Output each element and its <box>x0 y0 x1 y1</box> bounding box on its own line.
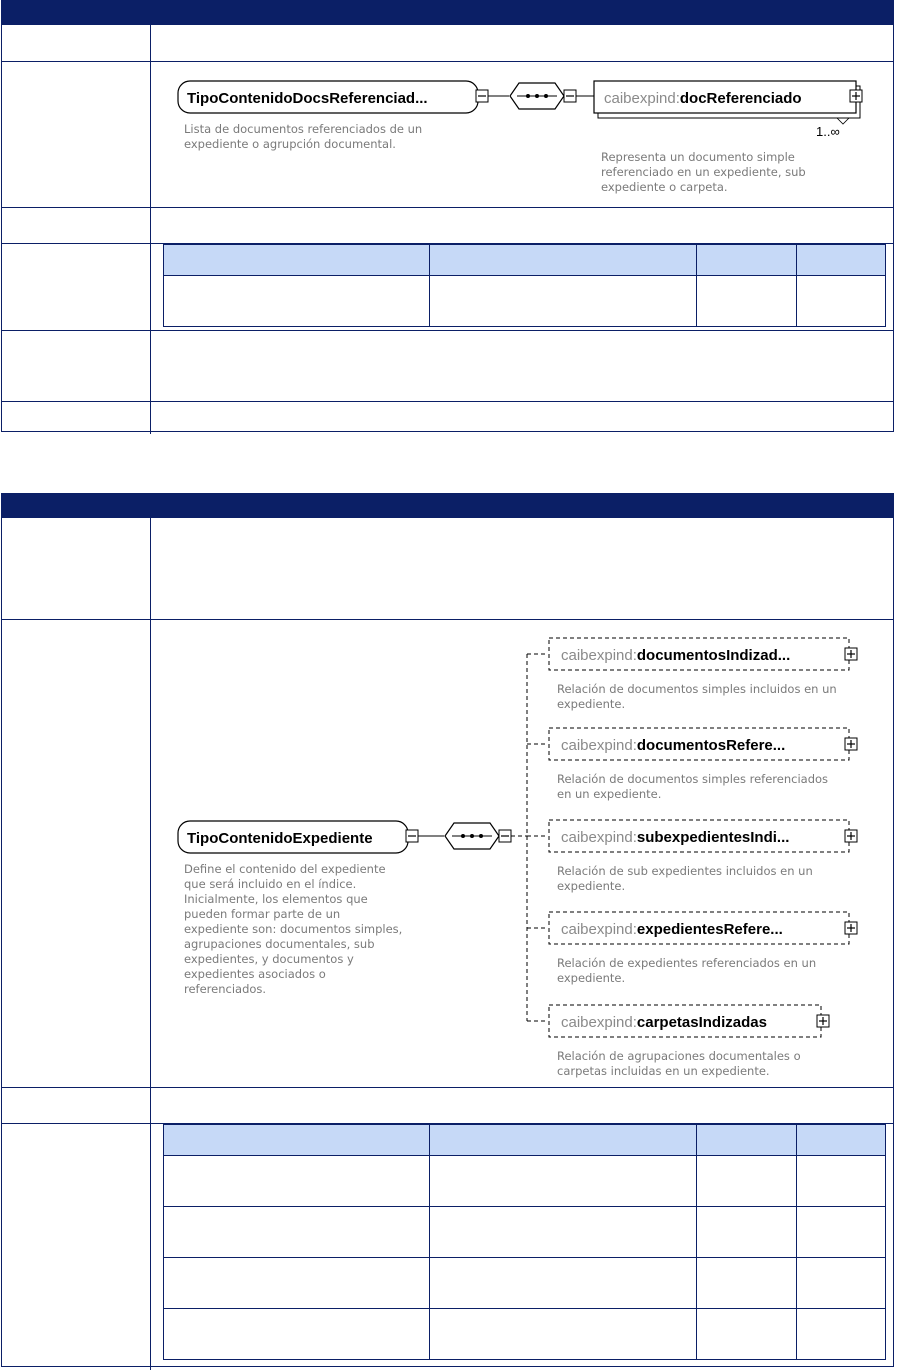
column-header <box>164 1125 430 1156</box>
panel-row-properties <box>2 207 893 243</box>
table-cell <box>797 276 886 327</box>
doc-line: expediente son: documentos simples, <box>184 922 403 936</box>
table-cell <box>430 1156 697 1207</box>
doc-line: referenciado en un expediente, sub <box>601 165 806 179</box>
schema-panel-doc-referenciados <box>1 0 894 432</box>
sequence-connectors <box>511 654 548 1021</box>
collapse-toggle-icon[interactable] <box>564 90 576 102</box>
diagram-cell <box>151 620 895 1087</box>
expand-element-icon[interactable] <box>845 922 857 934</box>
column-header <box>164 245 430 276</box>
complex-type-name: TipoContenidoDocsReferenciad... <box>187 90 428 107</box>
schema-panel-contenido-expediente <box>1 493 894 1367</box>
doc-line: en un expediente. <box>557 787 662 801</box>
svg-text:caibexpind:documentosRefere... <box>561 737 785 754</box>
panel-row-namespace <box>2 24 893 61</box>
svg-text:caibexpind:expedientesRefere.. <box>561 921 783 938</box>
row-value <box>151 25 893 61</box>
collapse-toggle-icon[interactable] <box>406 830 418 842</box>
svg-text:caibexpind:docReferenciado <box>604 90 802 107</box>
element-namespace: caibexpind: <box>561 647 637 664</box>
table-row <box>164 1309 886 1360</box>
expand-element-icon[interactable] <box>845 830 857 842</box>
element-name: docReferenciado <box>679 90 802 107</box>
attributes-table <box>163 244 886 327</box>
attributes-table <box>163 1124 886 1360</box>
row-label <box>2 62 151 207</box>
table-row <box>164 1156 886 1207</box>
doc-line: carpetas incluidas en un expediente. <box>557 1064 770 1078</box>
doc-line: expediente. <box>557 879 626 893</box>
schema-diagram <box>151 620 895 1087</box>
panel-row-attributes <box>2 243 893 330</box>
row-value <box>151 331 893 401</box>
doc-line: Relación de documentos simples incluidos en un <box>557 682 837 696</box>
element-documentation <box>601 150 806 194</box>
table-cell <box>164 1258 430 1309</box>
doc-line: agrupaciones documentales, sub <box>184 937 375 951</box>
diagram-cell <box>151 62 895 207</box>
doc-line: Representa un documento simple <box>601 150 795 164</box>
row-value <box>151 518 893 619</box>
occurrence-label: 1..∞ <box>816 124 840 139</box>
row-label <box>2 25 151 61</box>
element-namespace: caibexpind: <box>561 1014 637 1031</box>
row-value <box>151 208 893 243</box>
sequence-compositor-icon <box>510 83 564 109</box>
complex-type-name: TipoContenidoExpediente <box>187 830 373 847</box>
table-header-row <box>164 1125 886 1156</box>
expand-element-icon[interactable] <box>850 90 862 102</box>
table-cell <box>430 1309 697 1360</box>
table-header-row <box>164 245 886 276</box>
column-header <box>697 1125 797 1156</box>
panel-row-diagram <box>2 619 893 1087</box>
element-carpetas-indizadas[interactable] <box>549 1005 821 1037</box>
complex-type-box <box>178 821 408 853</box>
panel-header <box>2 1 893 24</box>
row-label <box>2 518 151 619</box>
element-namespace: caibexpind: <box>561 829 637 846</box>
row-label <box>2 331 151 401</box>
table-cell <box>164 1309 430 1360</box>
element-namespace: caibexpind: <box>604 90 680 107</box>
panel-row-annotation <box>2 330 893 401</box>
panel-row-properties <box>2 1087 893 1123</box>
panel-row-attributes <box>2 1123 893 1370</box>
table-row <box>164 1207 886 1258</box>
row-value <box>151 1088 893 1123</box>
doc-line: Relación de expedientes referenciados en un <box>557 956 817 970</box>
table-cell <box>164 1207 430 1258</box>
table-cell <box>797 1258 886 1309</box>
doc-line: expediente o carpeta. <box>601 180 728 194</box>
element-doc-referenciado[interactable] <box>594 81 860 118</box>
table-cell <box>797 1156 886 1207</box>
table-cell <box>430 1207 697 1258</box>
row-value <box>151 402 893 434</box>
table-cell <box>697 1207 797 1258</box>
type-documentation <box>184 862 402 996</box>
column-header <box>430 245 697 276</box>
sequence-compositor-icon <box>445 823 499 849</box>
svg-text:caibexpind:subexpedientesIndi. <box>561 829 789 846</box>
element-name: expedientesRefere... <box>636 921 783 938</box>
doc-line: expedientes, y documentos y <box>184 952 354 966</box>
doc-line: Relación de sub expedientes incluidos en un <box>557 864 813 878</box>
complex-type-box <box>178 81 478 113</box>
element-namespace: caibexpind: <box>561 737 637 754</box>
doc-line: Relación de documentos simples referenciados <box>557 772 829 786</box>
collapse-toggle-icon[interactable] <box>499 830 511 842</box>
doc-line: que será incluido en el índice. <box>184 877 357 891</box>
element-subexpedientes-indizados[interactable] <box>549 820 849 852</box>
expand-element-icon[interactable] <box>845 648 857 660</box>
column-header <box>797 1125 886 1156</box>
collapse-toggle-icon[interactable] <box>476 90 488 102</box>
table-cell <box>164 1156 430 1207</box>
row-label <box>2 620 151 1087</box>
table-cell <box>797 1207 886 1258</box>
doc-line: expedientes asociados o <box>184 967 326 981</box>
doc-line: Lista de documentos referenciados de un <box>184 122 423 136</box>
doc-line: referenciados. <box>184 982 267 996</box>
column-header <box>797 245 886 276</box>
expand-element-icon[interactable] <box>817 1015 829 1027</box>
svg-text:caibexpind:carpetasIndizadas <box>561 1014 767 1031</box>
table-cell <box>430 276 697 327</box>
panel-row-namespace <box>2 517 893 619</box>
svg-text:caibexpind:documentosIndizad.. <box>561 647 790 664</box>
table-cell <box>697 1156 797 1207</box>
table-cell <box>164 276 430 327</box>
element-namespace: caibexpind: <box>561 921 637 938</box>
table-row <box>164 1258 886 1309</box>
table-cell <box>697 1309 797 1360</box>
type-documentation <box>184 122 422 151</box>
doc-line: expediente. <box>557 971 626 985</box>
doc-line: Inicialmente, los elementos que <box>184 892 368 906</box>
element-name: carpetasIndizadas <box>636 1014 767 1031</box>
panel-row-source <box>2 401 893 434</box>
table-cell <box>797 1309 886 1360</box>
element-documentos-referenciados[interactable] <box>549 728 849 760</box>
element-name: subexpedientesIndi... <box>636 829 790 846</box>
element-name: documentosRefere... <box>636 737 786 754</box>
doc-line: pueden formar parte de un <box>184 907 341 921</box>
element-documentos-indizados[interactable] <box>549 638 849 670</box>
doc-line: expediente. <box>557 697 626 711</box>
row-label <box>2 244 151 330</box>
attributes-cell <box>151 1124 893 1370</box>
table-row <box>164 276 886 327</box>
table-cell <box>697 276 797 327</box>
table-cell <box>697 1258 797 1309</box>
doc-line: Define el contenido del expediente <box>184 862 386 876</box>
doc-line: expediente o agrupción documental. <box>184 137 396 151</box>
doc-line: Relación de agrupaciones documentales o <box>557 1049 801 1063</box>
row-label <box>2 1088 151 1123</box>
attributes-cell <box>151 244 893 330</box>
element-expedientes-referenciados[interactable] <box>549 912 849 944</box>
row-label <box>2 208 151 243</box>
row-label <box>2 402 151 434</box>
column-header <box>430 1125 697 1156</box>
table-cell <box>430 1258 697 1309</box>
panel-header <box>2 494 893 517</box>
panel-row-diagram <box>2 61 893 207</box>
row-label <box>2 1124 151 1370</box>
schema-diagram <box>151 62 895 207</box>
element-name: documentosIndizad... <box>636 647 791 664</box>
column-header <box>697 245 797 276</box>
expand-element-icon[interactable] <box>845 738 857 750</box>
